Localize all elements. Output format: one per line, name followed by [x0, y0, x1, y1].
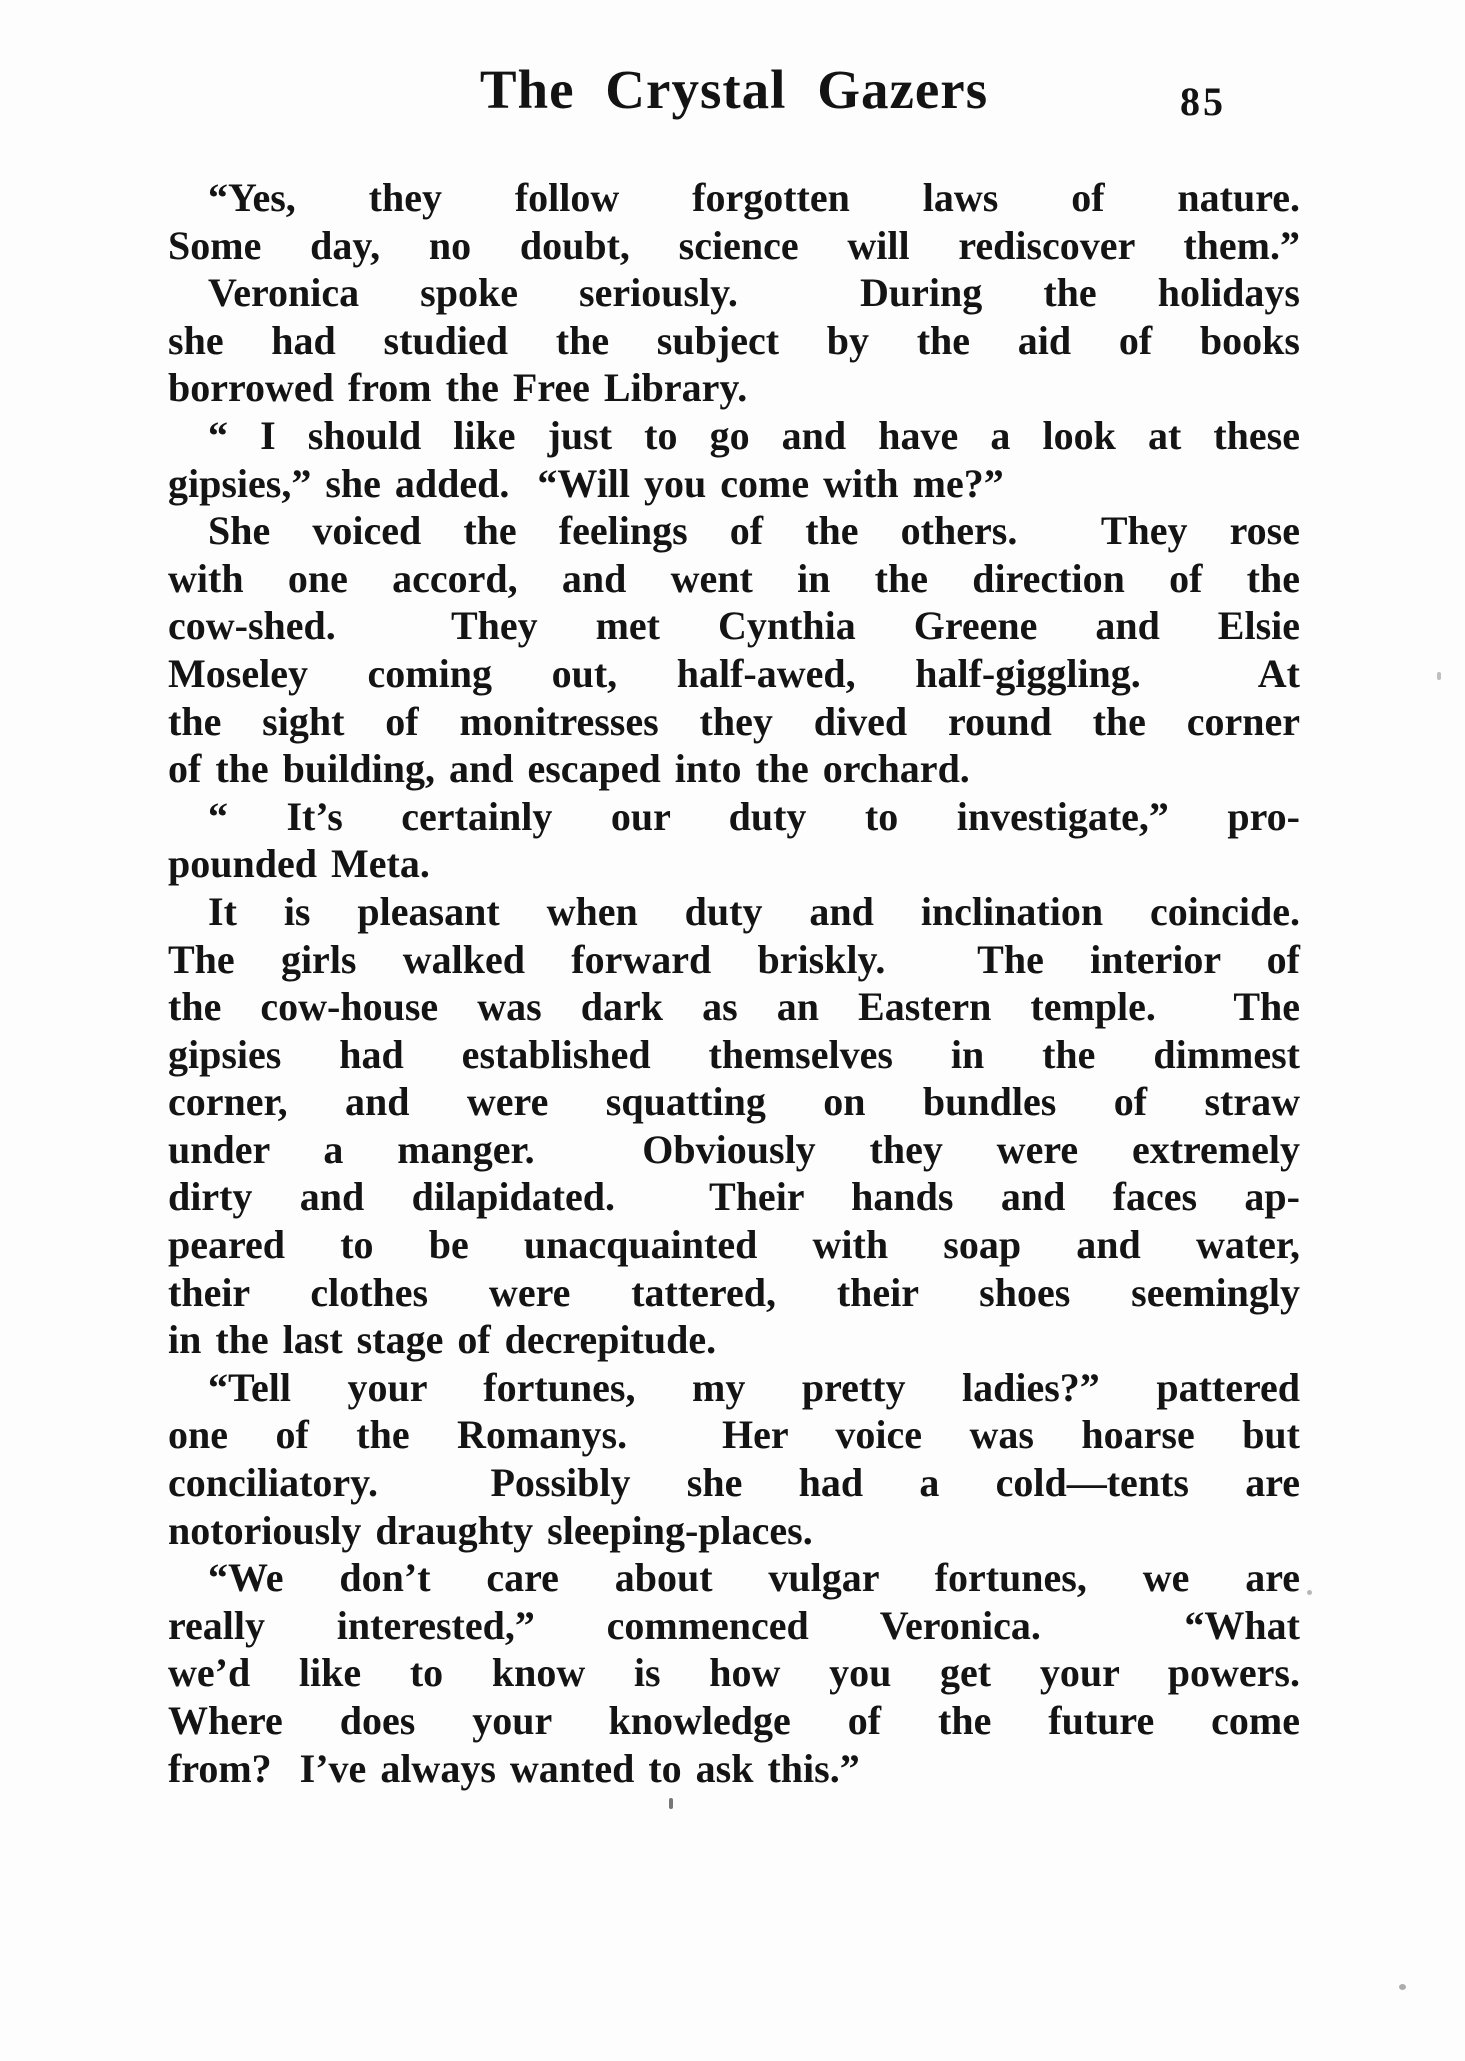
- text-line: the cow-house was dark as an Eastern temple. The: [168, 984, 1300, 1030]
- text-line: in the last stage of decrepitude.: [168, 1317, 717, 1363]
- scan-artifact: [669, 1798, 673, 1809]
- text-line: dirty and dilapidated. Their hands and faces ap-: [168, 1174, 1300, 1220]
- text-line: corner, and were squatting on bundles of straw: [168, 1079, 1300, 1125]
- page-number: 85: [1180, 79, 1226, 124]
- text-line: It is pleasant when duty and inclination coincide.: [208, 888, 1300, 934]
- text-line: Moseley coming out, half-awed, half-giggling. At: [168, 650, 1300, 696]
- text-line: she had studied the subject by the aid of books: [168, 317, 1300, 363]
- text-line: really interested,” commenced Veronica. “What: [168, 1602, 1300, 1648]
- text-line: “ I should like just to go and have a look at these: [208, 412, 1300, 458]
- text-line: of the building, and escaped into the orchard.: [168, 746, 970, 792]
- text-line: Some day, no doubt, science will rediscover them.”: [168, 222, 1300, 268]
- text-line: “We don’t care about vulgar fortunes, we are: [208, 1555, 1300, 1601]
- text-line: Where does your knowledge of the future come: [168, 1698, 1300, 1743]
- text-line: “Tell your fortunes, my pretty ladies?” pattered: [208, 1364, 1300, 1410]
- text-line: pounded Meta.: [168, 841, 430, 887]
- text-line: conciliatory. Possibly she had a cold—tents are: [168, 1460, 1300, 1506]
- text-line: gipsies,” she added. “Will you come with me?”: [168, 460, 1004, 506]
- text-line: Veronica spoke seriously. During the holidays: [208, 270, 1300, 316]
- text-line: notoriously draughty sleeping-places.: [168, 1507, 813, 1553]
- text-line: we’d like to know is how you get your powers.: [168, 1650, 1300, 1696]
- text-line: “ It’s certainly our duty to investigate,” pro-: [208, 793, 1300, 839]
- text-line: gipsies had established themselves in the dimmest: [168, 1031, 1300, 1077]
- scan-artifact: [1437, 672, 1441, 680]
- text-line: peared to be unacquainted with soap and water,: [168, 1222, 1300, 1268]
- scan-artifact: [1307, 1590, 1312, 1595]
- scan-artifact: [1399, 1984, 1406, 1990]
- text-line: with one accord, and went in the direction of the: [168, 555, 1300, 601]
- text-line: one of the Romanys. Her voice was hoarse but: [168, 1412, 1300, 1458]
- page-title: The Crystal Gazers: [479, 59, 989, 120]
- text-line: their clothes were tattered, their shoes seemingly: [168, 1269, 1300, 1315]
- text-line: from? I’ve always wanted to ask this.”: [168, 1745, 860, 1791]
- text-line: “Yes, they follow forgotten laws of nature.: [208, 175, 1300, 220]
- text-line: under a manger. Obviously they were extremely: [168, 1126, 1300, 1172]
- text-line: The girls walked forward briskly. The interior of: [168, 936, 1300, 982]
- text-line: cow-shed. They met Cynthia Greene and Elsie: [168, 603, 1300, 649]
- body-text: [168, 174, 1300, 1792]
- text-line: borrowed from the Free Library.: [168, 365, 748, 411]
- text-line: She voiced the feelings of the others. They rose: [208, 508, 1300, 554]
- text-line: the sight of monitresses they dived round the corner: [168, 698, 1300, 744]
